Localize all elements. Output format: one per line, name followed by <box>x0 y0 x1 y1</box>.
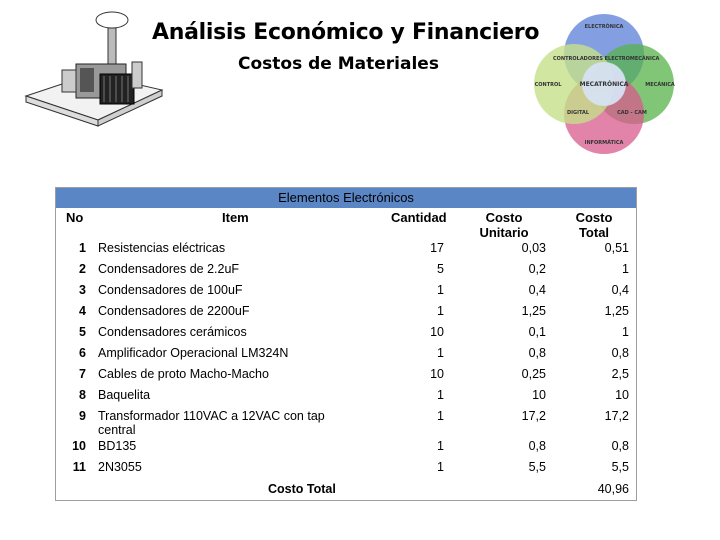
venn-label: DIGITAL <box>566 110 590 116</box>
table-row <box>56 262 636 283</box>
cell-unit-cost: 0,2 <box>528 262 546 276</box>
cell-total-cost: 1 <box>622 262 629 276</box>
cell-total-cost: 10 <box>615 388 629 402</box>
total-value: 40,96 <box>597 482 629 496</box>
cell-no: 3 <box>79 283 86 297</box>
table-row <box>56 346 636 367</box>
cell-quantity: 1 <box>437 460 444 474</box>
venn-label: MECÁNICA <box>645 82 675 88</box>
cell-unit-cost: 0,4 <box>528 283 546 297</box>
cell-quantity: 1 <box>437 439 444 453</box>
table-row <box>56 439 636 460</box>
cell-unit-cost: 0,8 <box>528 439 546 453</box>
venn-label: CAD - CAM <box>617 110 647 116</box>
cell-no: 5 <box>79 325 86 339</box>
table-title: Elementos Electrónicos <box>56 188 636 208</box>
table-row <box>56 241 636 262</box>
cell-no: 7 <box>79 367 86 381</box>
cell-quantity: 1 <box>437 388 444 402</box>
cell-total-cost: 17,2 <box>604 409 629 423</box>
cell-item: Cables de proto Macho-Macho <box>98 367 269 381</box>
page-title: Análisis Económico y Financiero <box>152 20 540 45</box>
header-quantity: Cantidad <box>391 210 447 225</box>
cell-unit-cost: 0,25 <box>521 367 546 381</box>
cell-total-cost: 1,25 <box>604 304 629 318</box>
table-row <box>56 388 636 409</box>
cell-no: 6 <box>79 346 86 360</box>
table-row <box>56 325 636 346</box>
cell-item: Condensadores cerámicos <box>98 325 247 339</box>
cell-total-cost: 0,8 <box>611 439 629 453</box>
cell-no: 2 <box>79 262 86 276</box>
cell-quantity: 1 <box>437 346 444 360</box>
cell-quantity: 1 <box>437 304 444 318</box>
table-row <box>56 283 636 304</box>
cell-unit-cost: 5,5 <box>528 460 546 474</box>
cell-item: Amplificador Operacional LM324N <box>98 346 289 360</box>
cell-no: 11 <box>72 460 86 474</box>
cell-item: 2N3055 <box>98 460 142 474</box>
cell-quantity: 5 <box>437 262 444 276</box>
cell-item: Condensadores de 2200uF <box>98 304 250 318</box>
venn-label: MECATRÓNICA <box>579 81 629 88</box>
venn-label: CONTROL <box>534 82 562 88</box>
cell-unit-cost: 17,2 <box>521 409 546 423</box>
cell-item: BD135 <box>98 439 137 453</box>
total-row <box>56 482 636 498</box>
header-unit-cost: Costo Unitario <box>479 210 529 240</box>
cell-item: Resistencias eléctricas <box>98 241 226 255</box>
cell-item: Condensadores de 2.2uF <box>98 262 240 276</box>
table-row <box>56 367 636 388</box>
cell-quantity: 1 <box>437 283 444 297</box>
cell-total-cost: 0,51 <box>604 241 629 255</box>
header-item: Item <box>222 210 249 225</box>
cell-total-cost: 5,5 <box>611 460 629 474</box>
cell-quantity: 10 <box>430 367 444 381</box>
table-row <box>56 460 636 481</box>
cell-quantity: 1 <box>437 409 444 423</box>
cell-no: 1 <box>79 241 86 255</box>
cell-unit-cost: 0,8 <box>528 346 546 360</box>
cell-item: Baquelita <box>98 388 151 402</box>
venn-label: INFORMÁTICA <box>584 140 624 146</box>
cell-quantity: 10 <box>430 325 444 339</box>
total-label: Costo Total <box>268 482 336 496</box>
header-no: No <box>66 210 84 225</box>
cell-no: 8 <box>79 388 86 402</box>
cell-item: Condensadores de 100uF <box>98 283 243 297</box>
venn-label: CONTROLADORES <box>553 56 603 62</box>
cell-unit-cost: 0,1 <box>528 325 546 339</box>
cell-total-cost: 1 <box>622 325 629 339</box>
cell-total-cost: 0,4 <box>611 283 629 297</box>
cell-unit-cost: 0,03 <box>521 241 546 255</box>
cell-no: 10 <box>72 439 86 453</box>
mechatronics-venn-diagram <box>528 8 680 160</box>
cell-item: Transformador 110VAC a 12VAC con tap central <box>98 409 325 437</box>
cell-unit-cost: 1,25 <box>521 304 546 318</box>
venn-label: ELECTROMECÁNICA <box>604 56 660 62</box>
table-row <box>56 304 636 325</box>
page-subtitle: Costos de Materiales <box>238 54 439 74</box>
cell-total-cost: 2,5 <box>611 367 629 381</box>
materials-cost-table <box>55 187 637 501</box>
cell-no: 4 <box>79 304 86 318</box>
cell-no: 9 <box>79 409 86 423</box>
header-total-cost: Costo Total <box>575 210 613 240</box>
machine-illustration <box>22 4 172 134</box>
cell-quantity: 17 <box>430 241 444 255</box>
venn-label: ELECTRÓNICA <box>584 24 624 30</box>
table-row <box>56 409 636 437</box>
cell-unit-cost: 10 <box>532 388 546 402</box>
cell-total-cost: 0,8 <box>611 346 629 360</box>
